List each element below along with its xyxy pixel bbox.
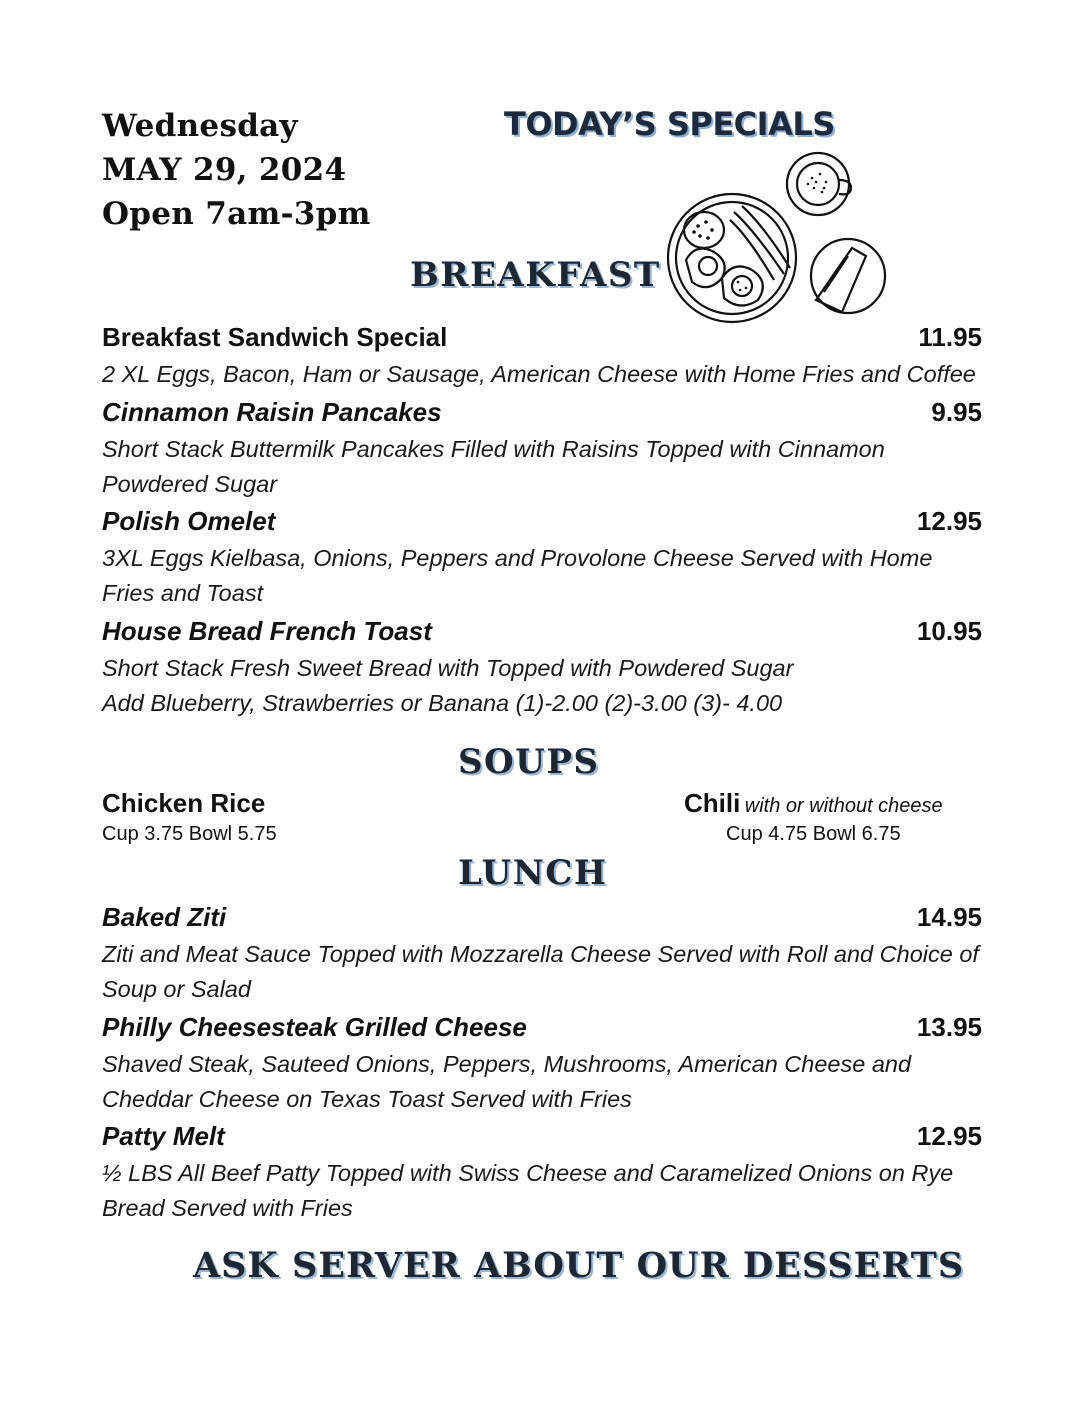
item-price: 12.95 [916,506,982,536]
hours-label: Open 7am-3pm [102,196,371,232]
date-label: MAY 29, 2024 [102,152,347,188]
menu-item [102,397,982,502]
item-name: Philly Cheesesteak Grilled Cheese [102,1012,527,1042]
item-name: House Bread French Toast [102,616,432,646]
desserts-notice: ASK SERVER ABOUT OUR DESSERTS [193,1245,965,1286]
item-price: 11.95 [918,322,982,352]
soup-name: Chili [684,788,741,818]
menu-item [102,616,982,721]
item-price: 9.95 [931,397,982,427]
item-price: 14.95 [916,902,982,932]
item-description: Short Stack Buttermilk Pancakes Filled with Raisins Topped with Cinnamon Powdered Sugar [102,436,885,497]
item-description: Shaved Steak, Sauteed Onions, Peppers, Mushrooms, American Cheese and Cheddar Cheese on Texas Toast Served with Fries [102,1051,912,1112]
soup-price: Cup 3.75 Bowl 5.75 [102,823,277,845]
lunch-section-title: LUNCH [458,853,608,893]
soup-item [102,788,277,846]
item-price: 10.95 [916,616,982,646]
menu-item [102,506,982,611]
menu-item [102,1012,982,1117]
item-name: Polish Omelet [102,506,276,536]
soup-item [684,788,984,846]
soup-price: Cup 4.75 Bowl 6.75 [726,823,901,845]
item-description: Short Stack Fresh Sweet Bread with Topped with Powdered Sugar [102,655,794,681]
item-description: Ziti and Meat Sauce Topped with Mozzarella Cheese Served with Roll and Choice of Soup or Salad [102,941,979,1002]
menu-item [102,1121,982,1226]
item-description: ½ LBS All Beef Patty Topped with Swiss Cheese and Caramelized Onions on Rye Bread Served with Fries [102,1160,954,1221]
specials-title: TODAY’S SPECIALS [504,105,835,143]
item-description: 3XL Eggs Kielbasa, Onions, Peppers and Provolone Cheese Served with Home Fries and Toast [102,545,933,606]
breakfast-plate-illustration [664,150,890,328]
menu-item [102,322,982,392]
soup-name: Chicken Rice [102,788,266,818]
item-name: Patty Melt [102,1121,225,1151]
item-addon: Add Blueberry, Strawberries or Banana (1)-2.00 (2)-3.00 (3)- 4.00 [102,690,783,716]
breakfast-section-title: BREAKFAST [410,255,661,295]
soups-section-title: SOUPS [458,742,600,782]
date-block [102,104,371,236]
item-price: 13.95 [916,1012,982,1042]
item-name: Cinnamon Raisin Pancakes [102,397,442,427]
menu-item [102,902,982,1007]
day-label: Wednesday [102,108,298,144]
soup-note: with or without cheese [744,795,943,817]
item-description: 2 XL Eggs, Bacon, Ham or Sausage, American Cheese with Home Fries and Coffee [102,361,976,387]
item-name: Baked Ziti [102,902,227,932]
item-name: Breakfast Sandwich Special [102,322,448,352]
item-price: 12.95 [916,1121,982,1151]
